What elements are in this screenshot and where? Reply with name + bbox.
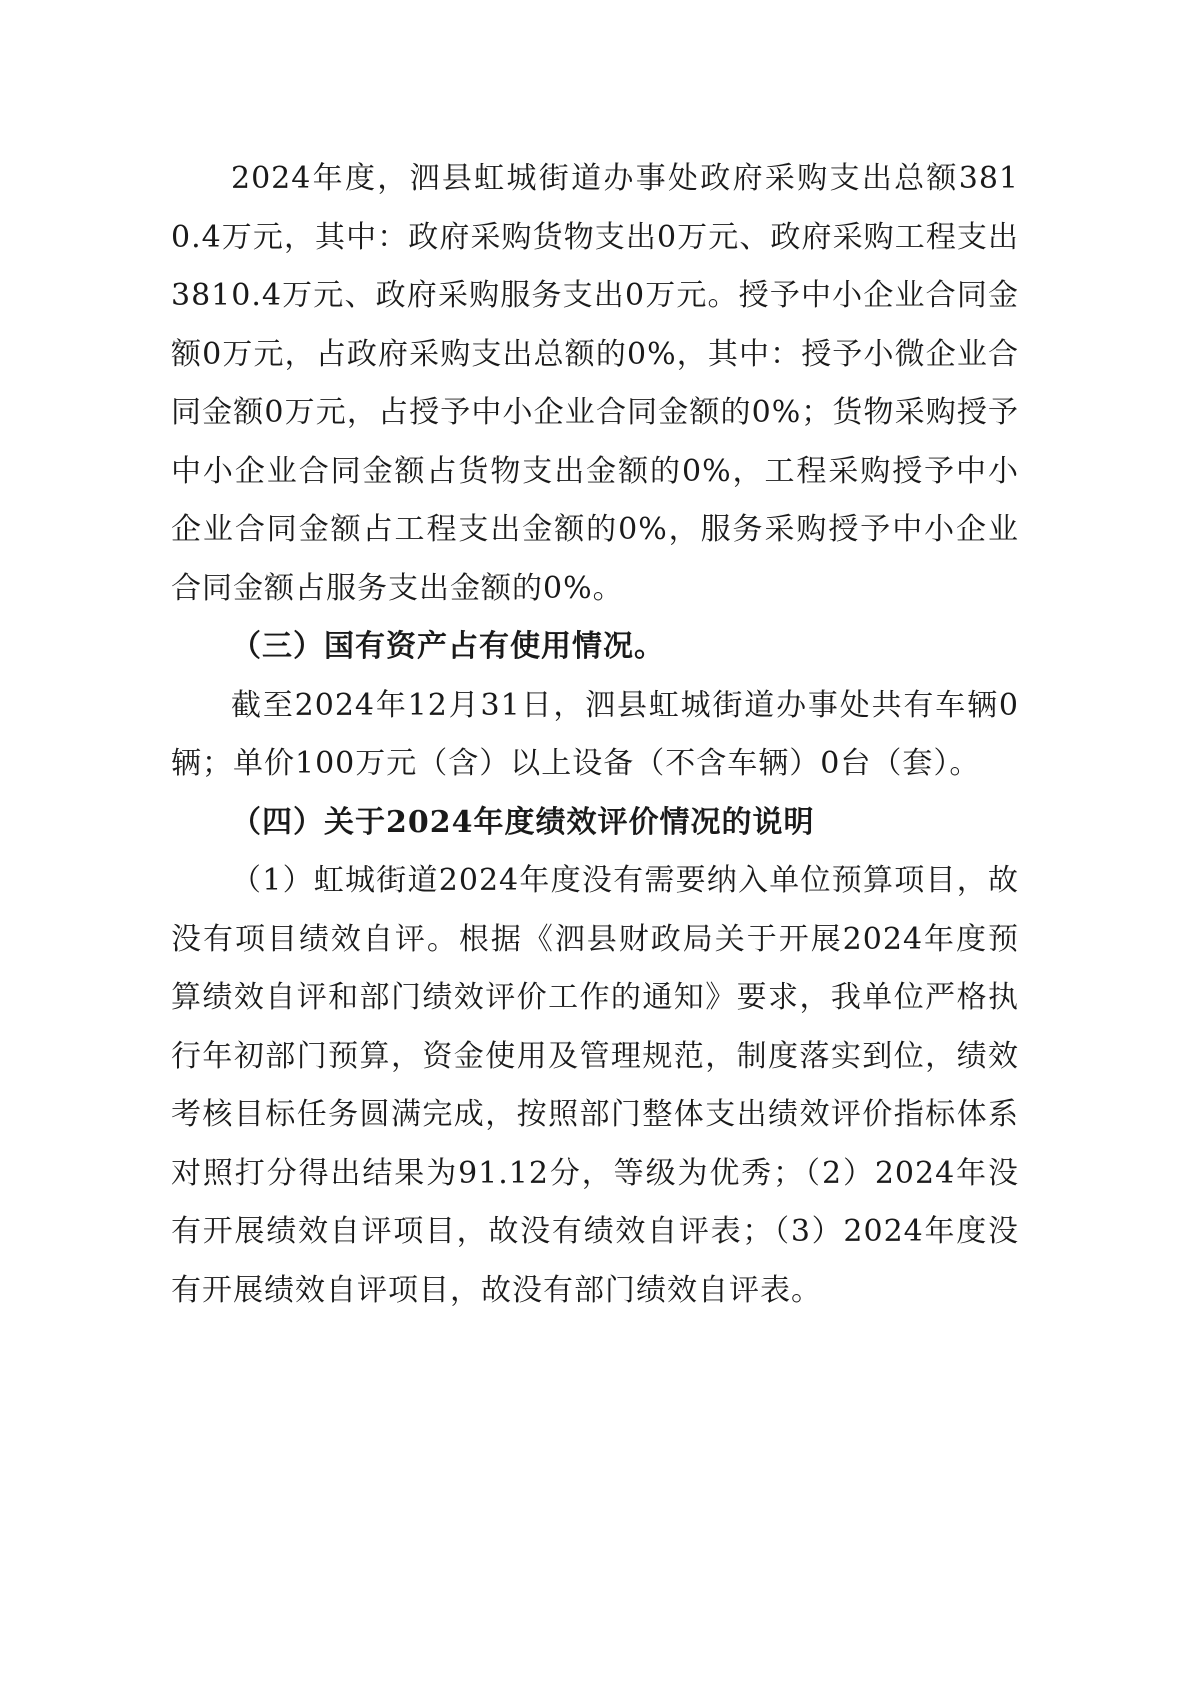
paragraph-state-assets: 截至2024年12月31日，泗县虹城街道办事处共有车辆0辆；单价100万元（含）以上设备（不含车辆）0台（套）。 (171, 687, 1019, 781)
paragraph-performance: （1）虹城街道2024年度没有需要纳入单位预算项目，故没有项目绩效自评。根据《泗县财政局关于开展2024年度预算绩效自评和部门绩效评价工作的通知》要求，我单位严格执行年初部门预算，资金使用及管理规范，制度落实到位，绩效考核目标任务圆满完成，按照部门整体支出绩效评价指标体系对照打分得出结果为91.12分，等级为优秀；（2）2024年没有开展绩效自评项目，故没有绩效自评表；（3）2024年度没有开展绩效自评项目，故没有部门绩效自评表。 (171, 863, 1019, 1308)
document-page (171, 150, 1019, 1320)
section-heading-performance: （四）关于2024年度绩效评价情况的说明 (231, 804, 815, 840)
section-heading-state-assets: （三）国有资产占有使用情况。 (231, 629, 665, 664)
paragraph-procurement: 2024年度，泗县虹城街道办事处政府采购支出总额3810.4万元，其中：政府采购货物支出0万元、政府采购工程支出3810.4万元、政府采购服务支出0万元。授予中小企业合同金额0万元，占政府采购支出总额的0%，其中：授予小微企业合同金额0万元，占授予中小企业合同金额的0%；货物采购授予中小企业合同金额占货物支出金额的0%，工程采购授予中小企业合同金额占工程支出金额的0%，服务采购授予中小企业合同金额占服务支出金额的0%。 (171, 161, 1019, 606)
